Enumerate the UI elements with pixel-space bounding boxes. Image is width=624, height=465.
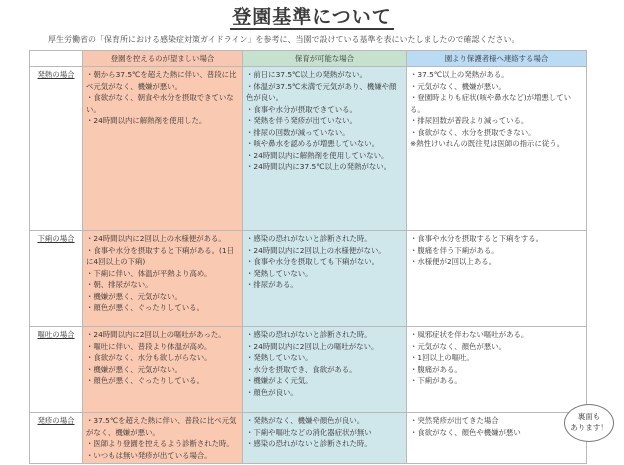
criteria-item: ・発熱がなく、機嫌や顔色が良い。 — [246, 416, 365, 426]
criteria-item: ・腹痛がある。 — [410, 364, 462, 374]
criteria-item: ・37.5℃以上の発熱がある。 — [410, 70, 509, 80]
criteria-item: ・感染の恐れがないと診断された時。 — [246, 234, 372, 244]
criteria-item: ・24時間以内に2回以上の水様便がない。 — [246, 245, 386, 255]
criteria-item: ・下痢に伴い、体温が平熱より高め。 — [86, 268, 212, 278]
criteria-item: ・突然発疹が出てきた場合 — [410, 416, 499, 426]
header-corner — [30, 51, 83, 67]
row-label-diarrhea: 下痢の場合 — [30, 231, 83, 327]
row-label-rash: 発疹の場合 — [30, 413, 83, 464]
criteria-item: ・食事や水分を摂取すると下痢がある。(1日に4回以上の下痢) — [86, 245, 235, 267]
header-refrain: 登園を控えるのが望ましい場合 — [83, 51, 243, 67]
criteria-item: ・排尿の回数が減っていない。 — [246, 127, 350, 137]
criteria-item: ・機嫌が悪く、元気がない。 — [86, 364, 182, 374]
criteria-item: ・前日に37.5℃以上の発熱がない。 — [246, 70, 367, 80]
page-title: 登園基準について — [232, 6, 392, 28]
criteria-item: ・水様便が2回以上ある。 — [410, 257, 497, 267]
cell-fever-refrain — [83, 67, 243, 231]
table-row-rash — [30, 413, 587, 464]
cell-vomiting-refrain — [83, 327, 243, 413]
criteria-item: ・排尿がある。 — [246, 280, 298, 290]
cell-vomiting-contact — [407, 327, 587, 413]
criteria-item: ・1回以上の嘔吐。 — [410, 353, 474, 363]
cell-fever-contact — [407, 67, 587, 231]
criteria-item: ・腹痛を伴う下痢がある。 — [410, 245, 499, 255]
criteria-item: ・下痢がある。 — [410, 376, 462, 386]
criteria-item: ・咳や鼻水を認めるが増悪していない。 — [246, 139, 380, 149]
criteria-item: ・医師より登園を控えるよう診断された時。 — [86, 439, 234, 449]
criteria-item: ・発熱していない。 — [246, 353, 313, 363]
cell-diarrhea-refrain — [83, 231, 243, 327]
criteria-item: ・朝から37.5℃を超えた熱に伴い、普段に比べ元気がなく、機嫌が悪い。 — [86, 70, 237, 91]
criteria-item: ・食欲がなく、水分を摂取できない。 — [410, 127, 536, 137]
table-row-fever — [30, 67, 587, 231]
criteria-item: ・体温が37.5℃未満で元気があり、機嫌や顔色が良い。 — [246, 81, 397, 103]
criteria-item: ・24時間以内に37.5℃以上の発熱がない。 — [246, 162, 392, 172]
criteria-item: ・風邪症状を伴わない嘔吐がある。 — [410, 330, 529, 340]
header-row — [30, 51, 587, 67]
cell-vomiting-care — [243, 327, 407, 413]
criteria-item: ・いつもは無い発疹が出ている場合。 — [86, 450, 212, 460]
cell-diarrhea-contact — [407, 231, 587, 327]
criteria-item: ・元気がなく、機嫌が悪い。 — [410, 81, 506, 91]
criteria-item: ・水分を摂取でき、食欲がある。 — [246, 364, 357, 374]
cell-rash-contact — [407, 413, 587, 464]
criteria-item: ・食事や水分が摂取できている。 — [246, 104, 357, 114]
criteria-item: ・顔色が悪く、ぐったりしている。 — [86, 303, 204, 313]
criteria-item: ・顔色が悪く、ぐったりしている。 — [86, 376, 204, 386]
table-row-diarrhea — [30, 231, 587, 327]
criteria-item: ・24時間以内に解熱剤を使用していない。 — [246, 150, 389, 160]
criteria-item: ・元気がなく、顔色が悪い。 — [410, 341, 506, 351]
criteria-item: ・感染の恐れがないと診断された時。 — [246, 330, 372, 340]
subtitle: 厚生労働省の「保育所における感染症対策ガイドライン」を参考に、当園で設けている基準を表にいたしましたので確認ください。 — [48, 35, 520, 44]
criteria-item: ・顔色が良い。 — [246, 387, 298, 397]
criteria-item: ※熱性けいれんの既往児は医師の指示に従う。 — [410, 139, 565, 149]
criteria-table — [29, 50, 587, 464]
row-label-vomiting: 嘔吐の場合 — [30, 327, 83, 413]
criteria-item: ・下痢や嘔吐などの消化器症状が無い — [246, 427, 372, 437]
criteria-item: ・食欲がなく、水分も欲しがらない。 — [86, 353, 212, 363]
criteria-item: ・食欲がなく、顔色や機嫌が悪い — [410, 427, 521, 437]
note-line-2: あります！ — [570, 423, 608, 432]
criteria-item: ・発熱を伴う発疹が出ていない。 — [246, 116, 357, 126]
cell-fever-care — [243, 67, 407, 231]
criteria-item: ・機嫌がよく元気。 — [246, 376, 313, 386]
criteria-item: ・24時間以内に解熱剤を使用した。 — [86, 116, 207, 126]
header-care-possible: 保育が可能な場合 — [243, 51, 407, 67]
cell-rash-refrain — [83, 413, 243, 464]
cell-diarrhea-care — [243, 231, 407, 327]
table-row-vomiting — [30, 327, 587, 413]
criteria-item: ・排尿回数が普段より減っている。 — [410, 116, 529, 126]
row-label-fever: 発熱の場合 — [30, 67, 83, 231]
cell-rash-care — [243, 413, 407, 464]
criteria-item: ・嘔吐に伴い、普段より体温が高め。 — [86, 341, 212, 351]
header-contact-parents: 園より保護者様へ連絡する場合 — [407, 51, 587, 67]
criteria-item: ・24時間以内に2回以上の嘔吐があった。 — [86, 330, 226, 340]
criteria-item: ・感染の恐れがないと診断された時。 — [246, 439, 372, 449]
criteria-item: ・食事や水分を摂取しても下痢がない。 — [246, 257, 380, 267]
criteria-item: ・24時間以内に2回以上の水様便がある。 — [86, 234, 226, 244]
note-line-1: 裏面も — [577, 412, 601, 422]
criteria-item: ・37.5℃を超えた熱に伴い、普段に比べ元気がなく、機嫌が悪い。 — [86, 416, 237, 437]
criteria-item: ・食欲がなく、朝食や水分を摂取できていない。 — [86, 93, 234, 114]
criteria-item: ・機嫌が悪く、元気がない。 — [86, 291, 182, 301]
criteria-item: ・食事や水分を摂取すると下痢をする。 — [410, 234, 544, 244]
criteria-item: ・登園時よりも症状(咳や鼻水など)が増悪している。 — [410, 93, 571, 114]
back-side-note — [564, 404, 614, 442]
criteria-item: ・24時間以内に2回以上の嘔吐がない。 — [246, 341, 379, 351]
criteria-item: ・発熱していない。 — [246, 268, 313, 278]
criteria-item: ・朝、排尿がない。 — [86, 280, 153, 290]
